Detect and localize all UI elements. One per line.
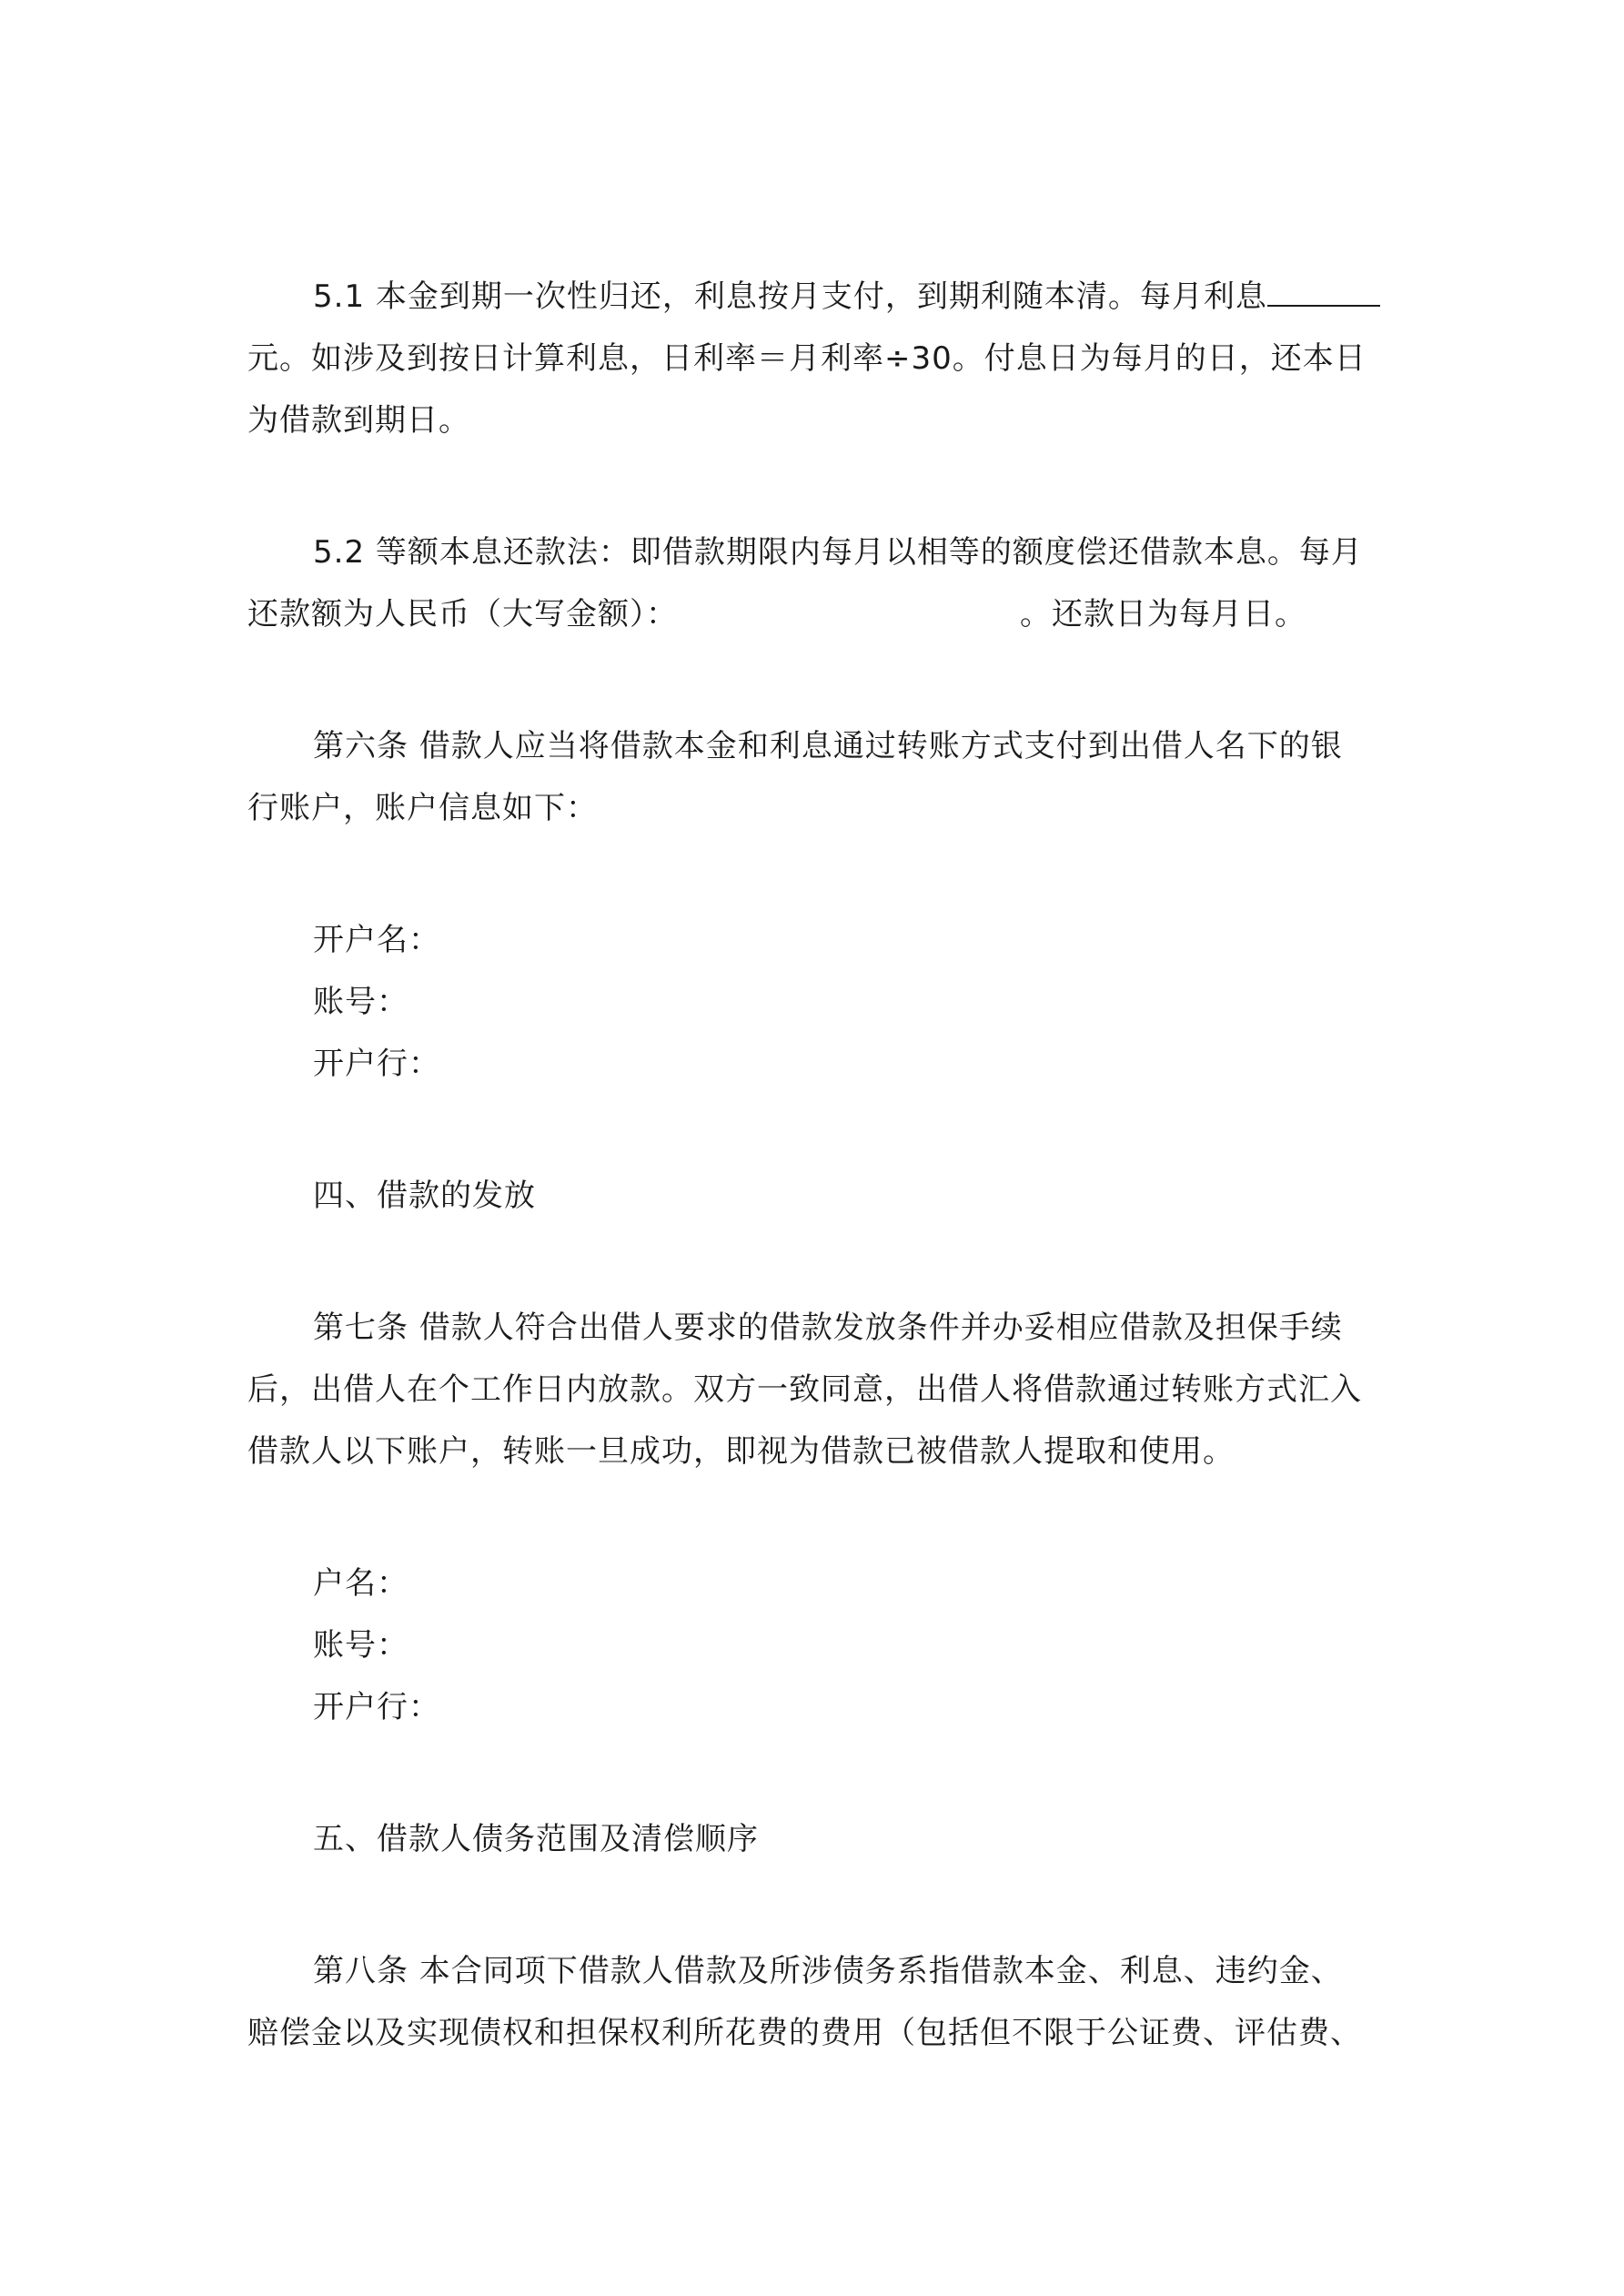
account-2-number-label: 账号：: [313, 1627, 409, 1664]
article-8-line-2: 赔偿金以及实现债权和担保权利所花费的费用（包括但不限于公证费、评估费、: [247, 2015, 1362, 2051]
clause-5-1-line-1: [247, 266, 1390, 328]
article-7-line-2: 后，出借人在个工作日内放款。双方一致同意，出借人将借款通过转账方式汇入: [247, 1371, 1362, 1408]
section-5-title: 五、借款人债务范围及清偿顺序: [313, 1821, 759, 1857]
clause-5-2-line-1: 5.2 等额本息还款法：即借款期限内每月以相等的额度偿还借款本息。每月: [313, 534, 1363, 571]
article-6-line-2: 行账户，账户信息如下：: [247, 790, 598, 826]
clause-5-2-line-2: [247, 583, 1390, 645]
clause-5-2-amount-label: 还款额为人民币（大写金额）：: [247, 596, 678, 632]
account-1-name-label: 开户名：: [313, 922, 440, 958]
clause-5-1-line-3: 为借款到期日。: [247, 402, 470, 439]
account-2-name-label: 户名：: [313, 1565, 409, 1602]
article-8-line-1: 第八条 本合同项下借款人借款及所涉债务系指借款本金、利息、违约金、: [313, 1953, 1343, 1989]
article-7-line-3: 借款人以下账户，转账一旦成功，即视为借款已被借款人提取和使用。: [247, 1433, 1235, 1470]
section-4-title: 四、借款的发放: [313, 1178, 536, 1214]
account-2-bank-label: 开户行：: [313, 1689, 440, 1725]
clause-5-1-line-2: 元。如涉及到按日计算利息，日利率＝月利率÷30。付息日为每月的日，还本日: [247, 340, 1367, 377]
article-6-line-1: 第六条 借款人应当将借款本金和利息通过转账方式支付到出借人名下的银: [313, 728, 1343, 764]
monthly-interest-blank: [1267, 268, 1380, 307]
account-1-bank-label: 开户行：: [313, 1046, 440, 1082]
article-7-line-1: 第七条 借款人符合出借人要求的借款发放条件并办妥相应借款及担保手续: [313, 1310, 1343, 1346]
document-body: [247, 266, 1390, 2064]
account-1-number-label: 账号：: [313, 984, 409, 1020]
clause-5-1-text: 5.1 本金到期一次性归还，利息按月支付，到期利随本清。每月利息: [313, 278, 1267, 315]
clause-5-2-repay-day: 。还款日为每月日。: [1020, 596, 1306, 632]
